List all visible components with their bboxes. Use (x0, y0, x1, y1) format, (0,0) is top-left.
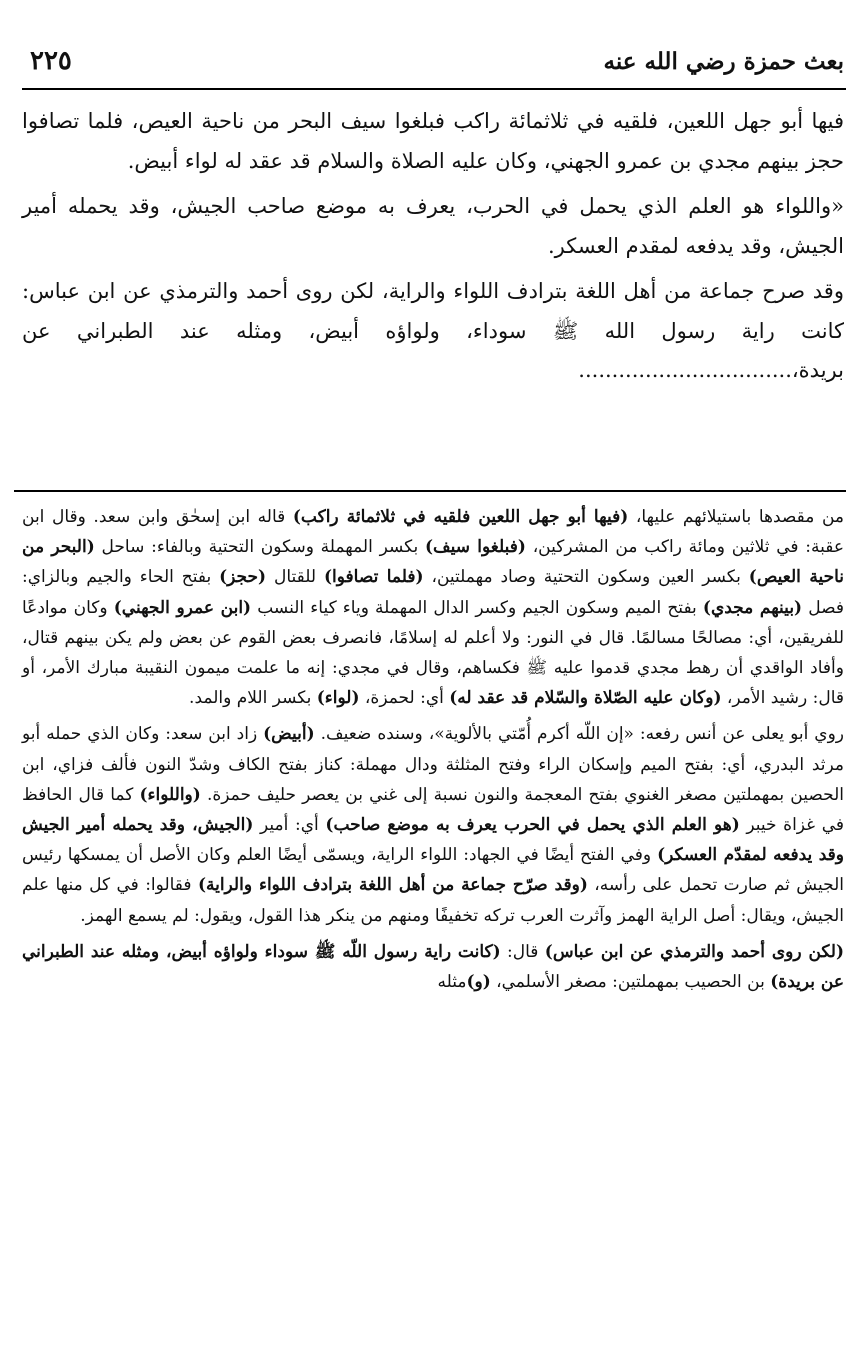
commentary-text-segment: بن الحصيب بمهملتين: مصغر الأسلمي، (490, 972, 771, 993)
commentary-text-segment: أي: أمير (253, 815, 326, 836)
main-paragraph (22, 272, 844, 391)
commentary-text-segment: بفتح الحاء والجيم وبالزاي: فصل (22, 567, 844, 618)
quoted-text-segment: (أبيض) (263, 724, 315, 745)
section-divider (14, 490, 846, 492)
commentary-paragraph (22, 937, 844, 997)
quoted-text-segment: (البحر من ناحية العيص) (22, 537, 844, 588)
quoted-text-segment: (لكن روى أحمد والترمذي عن ابن عباس) (544, 941, 844, 962)
continuation-dots: ................................ (578, 358, 792, 382)
commentary-text-segment: بكسر العين وسكون التحتية وصاد مهملتين، (423, 567, 749, 588)
commentary-text-segment: أي: لحمزة، (359, 688, 450, 709)
header-rule (22, 88, 846, 90)
commentary-text-segment: مثله (437, 972, 467, 993)
commentary-text-segment: روي أبو يعلى عن أنس رفعه: «إن اللّه أكرم أُمّتي بالألوية»، وسنده ضعيف. (314, 724, 844, 745)
commentary-paragraph (22, 502, 844, 713)
page-header (30, 36, 844, 86)
quoted-text-segment: (بينهم مجدي) (702, 597, 803, 618)
commentary-paragraph (22, 719, 844, 930)
quoted-text-segment: (واللواء) (139, 784, 201, 805)
commentary-text-segment: للقتال (266, 567, 324, 588)
quoted-text-segment: (فلما تصافوا) (323, 567, 424, 588)
page-number: ٢٢٥ (30, 46, 72, 76)
commentary-text-segment: زاد ابن سعد: وكان الذي حمله أبو مرثد البدري، أي: بفتح الميم وإسكان الراء وفتح المثلثة ودال مهملة: كناز بفتح الكاف وشدّ النون فألف فزاي، ابن الحصين بمهملتين مصغر الغنوي بفتح المعجمة والنون نسبة إلى غني بن يعصر حليف حمزة. (22, 724, 844, 805)
commentary-text (22, 502, 844, 1003)
quoted-text-segment: (لواء) (316, 688, 360, 709)
main-paragraph: «واللواء هو العلم الذي يحمل في الحرب، يعرف به موضع صاحب الجيش، وقد يحمله أمير الجيش، وقد يدفعه لمقدم العسكر. (22, 194, 844, 258)
quoted-text-segment: (وقد صرّح جماعة من أهل اللغة بترادف اللواء والراية) (197, 875, 588, 896)
commentary-text-segment: بكسر المهملة وسكون التحتية وبالفاء: ساحل (94, 537, 425, 558)
commentary-text-segment: من مقصدها باستيلائهم عليها، (628, 507, 844, 527)
commentary-text-segment: بكسر اللام والمد. (189, 688, 317, 709)
quoted-text-segment: (وكان عليه الصّلاة والسّلام قد عقد له) (449, 688, 722, 709)
commentary-text-segment: قاله ابن إسحٰق وابن سعد. وقال ابن عقبة: في ثلاثين ومائة راكب من المشركين، (22, 507, 844, 558)
main-paragraph-text: وقد صرح جماعة من أهل اللغة بترادف اللواء والراية، لكن روى أحمد والترمذي عن ابن عباس: كانت راية رسول الله ﷺ سوداء، ولواؤه أبيض، ومثله عند الطبراني عن بريدة، (22, 279, 844, 382)
commentary-text-segment: كما قال الحافظ في غزاة خيبر (22, 784, 844, 836)
commentary-text-segment: بفتح الميم وسكون الجيم وكسر الدال المهملة وياء كياء النسب (251, 597, 703, 618)
quoted-text-segment: (فيها أبو جهل اللعين فلقيه في ثلاثمائة راكب) (292, 507, 629, 527)
main-text (22, 102, 844, 397)
quoted-text-segment: (كانت راية رسول اللّه ﷺ سوداء ولواؤه أبيض، ومثله عند الطبراني عن بريدة) (22, 941, 844, 993)
commentary-text-segment: فقالوا: في كل منها علم الجيش، ويقال: أصل الراية الهمز وآثرت العرب تركه تخفيفًا ومنهم من ينكر هذا القول، ويقول: لم يسمع الهمز. (22, 875, 844, 926)
quoted-text-segment: (حجز) (219, 567, 267, 588)
running-title: بعث حمزة رضي الله عنه (603, 47, 844, 75)
quoted-text-segment: (و) (466, 972, 491, 993)
main-paragraph: فيها أبو جهل اللعين، فلقيه في ثلاثمائة راكب فبلغوا سيف البحر من ناحية العيص، فلما تصافوا حجز بينهم مجدي بن عمرو الجهني، وكان عليه الصلاة والسلام قد عقد له لواء أبيض. (22, 109, 844, 173)
quoted-text-segment: (الجيش، وقد يحمله أمير الجيش وقد يدفعه لمقدّم العسكر) (22, 815, 845, 866)
commentary-text-segment: وكان موادعًا للفريقين، أي: مصالحًا مسالمًا. قال في النور: ولا أعلم له إسلامًا، فانصرف بعض القوم عن بعض ولم يكن بينهم قتال، وأفاد الواقدي أن رهط مجدي قدموا عليه ﷺ فكساهم، وقال في مجدي: إنه ما علمت ميمون النقيبة مبارك الأمر، أو قال: رشيد الأمر، (22, 597, 844, 709)
quoted-text-segment: (هو العلم الذي يحمل في الحرب يعرف به موضع صاحب) (325, 815, 740, 836)
commentary-text-segment: قال: (500, 941, 545, 962)
quoted-text-segment: (فبلغوا سيف) (425, 537, 526, 558)
quoted-text-segment: (ابن عمرو الجهني) (113, 597, 252, 618)
commentary-text-segment: وفي الفتح أيضًا في الجهاد: اللواء الراية، ويسمّى أيضًا العلم وكان الأصل أن يمسكها رئيس الجيش ثم صارت تحمل على رأسه، (22, 845, 844, 896)
